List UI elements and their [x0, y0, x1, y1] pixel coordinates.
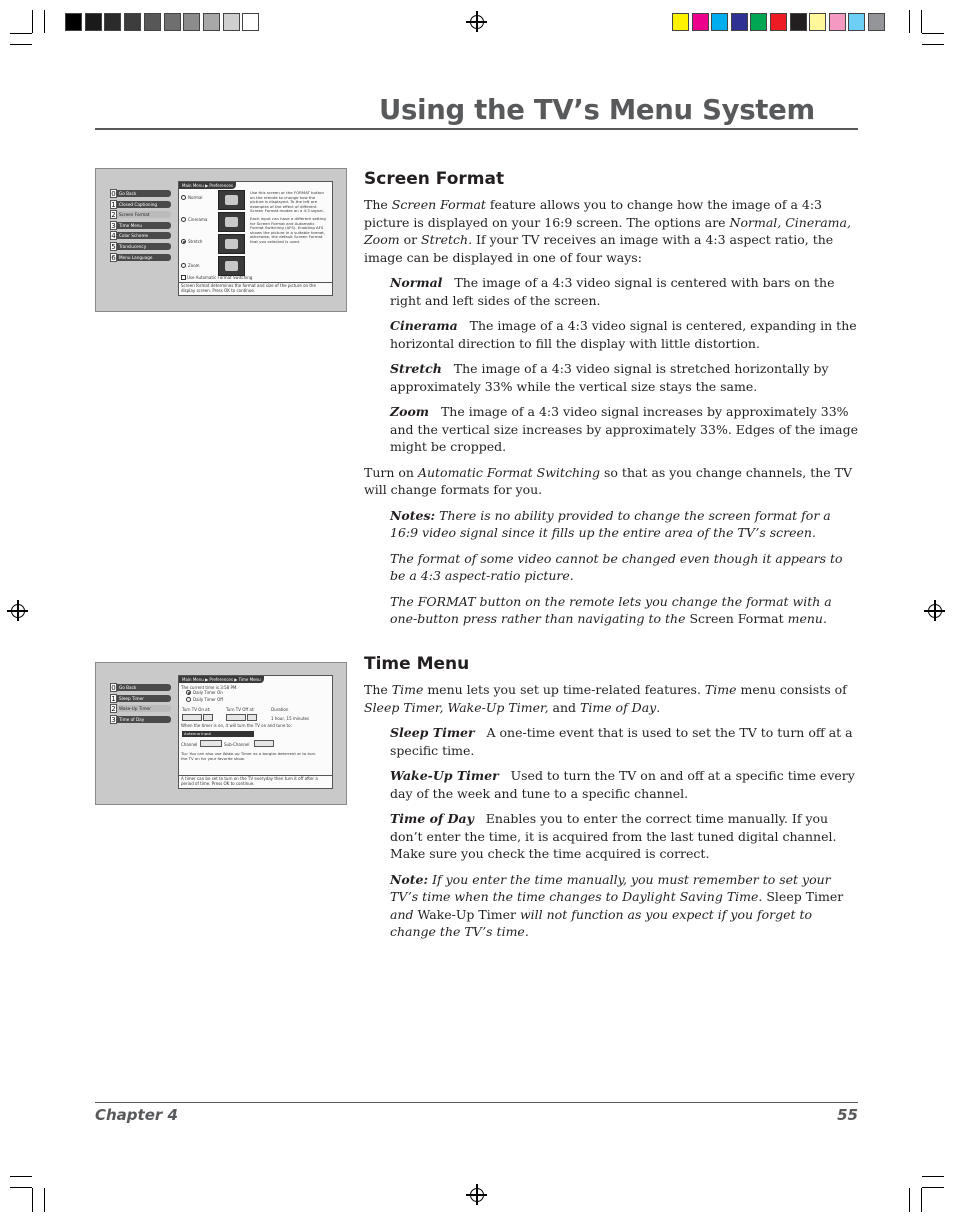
registration-mark-left: [11, 604, 25, 618]
color-swatch: [711, 13, 728, 31]
time-menu-intro: The Time menu lets you set up time-related features. Time menu consists of Sleep Timer, Wake-Up Timer, and Time of Day.: [364, 682, 847, 715]
menu-item: 3 Time Menu: [110, 221, 172, 230]
page-title: Using the TV’s Menu System: [379, 94, 815, 126]
breadcrumb: Main Menu ▶ Preferences: [179, 182, 236, 189]
screen-format-intro: The Screen Format feature allows you to change how the image of a 4:3 picture is displayed on your 16:9 screen. The options are Normal, Cinerama, Zoom or Stretch. If your TV receives an image with a 4:3 aspect ratio, the image can be displayed in one of four ways:: [364, 197, 851, 265]
screen-format-panel: [178, 181, 333, 296]
on-ampm-field: [203, 714, 213, 721]
turn-on-label: Turn TV On at:: [182, 707, 211, 712]
screen-format-body: [364, 196, 858, 628]
menu-item: 6 Menu Language: [110, 253, 172, 262]
time-menu-heading: Time Menu: [364, 654, 470, 674]
color-swatch: [868, 13, 885, 31]
off-time-field: [226, 714, 246, 721]
gray-swatch: [104, 13, 121, 31]
channel-label: Channel: [181, 742, 198, 747]
preferences-menu: [110, 189, 172, 263]
afs-checkbox: [181, 275, 186, 280]
channel-field: [200, 740, 222, 747]
screen-format-heading: Screen Format: [364, 169, 505, 189]
time-menu-screenshot: [95, 662, 347, 805]
color-swatch: [750, 13, 767, 31]
color-swatch: [731, 13, 748, 31]
time-submenu: [110, 683, 172, 725]
stretch-preview: [218, 234, 245, 254]
menu-item: 0 Go Back: [110, 189, 172, 198]
menu-item-selected: 2 Screen Format: [110, 210, 172, 219]
sleep-timer-description: Sleep Timer A one-time event that is used to set the TV to turn off at a specific time.: [390, 725, 853, 758]
footer-chapter: Chapter 4: [95, 1106, 178, 1124]
duration-value: 1 hour, 15 minutes: [271, 716, 310, 721]
menu-item-selected: 2 Wake-Up Timer: [110, 704, 172, 713]
gray-swatch: [164, 13, 181, 31]
gray-swatch: [223, 13, 240, 31]
color-swatch: [672, 13, 689, 31]
wake-up-timer-description: Wake-Up Timer Used to turn the TV on and off at a specific time every day of the week and tune to a specific channel.: [390, 768, 855, 801]
auto-format-paragraph: Turn on Automatic Format Switching so that as you change channels, the TV will change formats for you.: [364, 464, 853, 497]
timer-off-label: Daily Timer Off: [193, 697, 224, 702]
antenna-input-field: Antenna Input: [182, 731, 254, 737]
option-zoom: Zoom: [188, 263, 200, 268]
tip-text: Tip: You can also use Wake-up Timer as a burglar deterrent or to turn the TV on for your favorite show.: [181, 751, 316, 761]
gray-swatch: [144, 13, 161, 31]
breadcrumb: Main Menu ▶ Preferences ▶ Time Menu: [179, 676, 264, 683]
normal-preview: [218, 190, 245, 210]
menu-item: 1 Sleep Timer: [110, 694, 172, 703]
time-of-day-description: Time of Day Enables you to enter the correct time manually. If you don’t enter the time, it is acquired from the last tuned digital channel. Make sure you check the time acquired is correct.: [390, 811, 837, 861]
registration-mark-bottom: [470, 1188, 484, 1202]
help-text: Use this screen or the FORMAT button on the remote to change how the picture is displayed. To the left are examples of the effect of different Screen Format modes on a 4:3 signal. Each input can have a different setting for Screen Format and Automatic Format Switching (AFS). Enabling AFS shows the picture in a suitable format, otherwise, the default Screen Format that you selected is used.: [250, 190, 326, 244]
radio-zoom: [181, 263, 186, 268]
wake-up-timer-panel: [178, 675, 333, 789]
menu-item: 5 Translucency: [110, 242, 172, 251]
on-time-field: [182, 714, 202, 721]
screen-format-screenshot: [95, 168, 347, 312]
gray-swatch: [203, 13, 220, 31]
color-swatch: [770, 13, 787, 31]
stretch-description: Stretch The image of a 4:3 video signal is stretched horizontally by approximately 33% while the vertical size stays the same.: [390, 361, 829, 394]
color-swatch: [692, 13, 709, 31]
time-note: Note: If you enter the time manually, you must remember to set your TV’s time when the time changes to Daylight Saving Time. Sleep Timer and Wake-Up Timer will not function as you expect if you forget to change the TV’s time.: [390, 871, 844, 939]
timer-on-label: Daily Timer On: [193, 690, 223, 695]
radio-timer-off: [186, 697, 191, 702]
radio-cinerama: [181, 217, 186, 222]
cinerama-description: Cinerama The image of a 4:3 video signal is centered, expanding in the horizontal direction to fill the display with little distortion.: [390, 318, 857, 351]
radio-timer-on: [186, 690, 191, 695]
sub-channel-label: Sub-Channel: [224, 742, 250, 747]
turn-off-label: Turn TV Off at:: [226, 707, 255, 712]
radio-normal: [181, 195, 186, 200]
gray-swatch: [65, 13, 82, 31]
header-rule: [95, 128, 858, 130]
radio-stretch: [181, 239, 186, 244]
registration-mark-top: [470, 15, 484, 29]
off-ampm-field: [247, 714, 257, 721]
gray-swatch: [85, 13, 102, 31]
color-swatch: [829, 13, 846, 31]
registration-mark-right: [928, 604, 942, 618]
color-swatch: [848, 13, 865, 31]
sub-channel-field: [254, 740, 274, 747]
time-menu-body: [364, 681, 858, 941]
note-1: Notes: There is no ability provided to change the screen format for a 16:9 video signal since it fills up the entire area of the TV’s screen.: [390, 507, 831, 540]
option-cinerama: Cinerama: [188, 217, 208, 222]
normal-description: Normal The image of a 4:3 video signal is centered with bars on the right and left sides of the screen.: [390, 275, 835, 308]
note-3: The FORMAT button on the remote lets you change the format with a one-button press rather than navigating to the Screen Format menu.: [390, 593, 832, 626]
page-number: 55: [837, 1106, 858, 1124]
status-bar: Screen format determines the format and size of the picture on the display screen. Press OK to continue.: [179, 282, 332, 295]
zoom-description: Zoom The image of a 4:3 video signal increases by approximately 33% and the vertical size increases by approximately 33%. Edges of the image might be cropped.: [390, 404, 858, 454]
current-time: The current time is 3:58 PM.: [181, 685, 238, 690]
menu-item: 0 Go Back: [110, 683, 172, 692]
menu-item: 1 Closed Captioning: [110, 200, 172, 209]
status-bar: A timer can be set to turn on the TV everyday then turn it off after a period of time. Press OK to continue.: [179, 775, 332, 788]
color-swatch: [809, 13, 826, 31]
duration-label: Duration: [271, 707, 289, 712]
tune-to-text: When the timer is on, it will turn the TV on and tune to:: [181, 723, 292, 728]
cinerama-preview: [218, 212, 245, 232]
option-stretch: Stretch: [188, 239, 203, 244]
note-2: The format of some video cannot be changed even though it appears to be a 4:3 aspect-ratio picture.: [390, 550, 843, 583]
menu-item: 4 Color Scheme: [110, 231, 172, 240]
option-normal: Normal: [188, 195, 203, 200]
zoom-preview: [218, 256, 245, 276]
footer-rule: [95, 1102, 858, 1103]
gray-swatch: [124, 13, 141, 31]
gray-swatch: [183, 13, 200, 31]
menu-item: 3 Time of Day: [110, 715, 172, 724]
gray-swatch: [242, 13, 259, 31]
afs-label: Use Automatic Format Switching: [187, 275, 253, 280]
color-swatch: [790, 13, 807, 31]
